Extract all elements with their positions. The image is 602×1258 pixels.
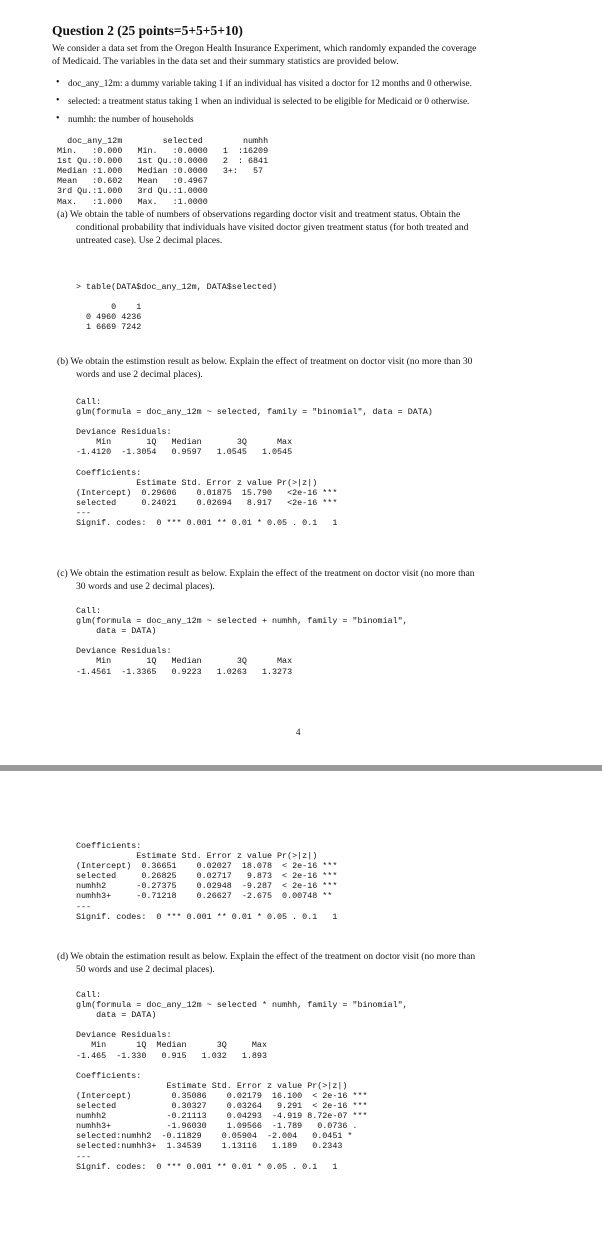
intro-line-1: We consider a data set from the Oregon Health Insurance Experiment, which randomly expanded the coverage	[52, 43, 477, 54]
part-d-line-1: (d) We obtain the estimation result as below. Explain the effect of the treatment on doctor visit (no more than	[57, 951, 476, 962]
part-c-code-continued: Coefficients: Estimate Std. Error z value Pr(>|z|) (Intercept) 0.36651 0.02027 18.078 < 2e-16 *** selected 0.26825 0.02717 9.873 < 2e-16 *** numhh2 -0.27375 0.02948 -9.287 < 2e-16 *** numhh3+ -0.71218 0.26627 -2.675 0.00748 ** --- Signif. codes: 0 *** 0.001 ** 0.01 * 0.05 . 0.1 1	[76, 841, 338, 922]
part-a-code: > table(DATA$doc_any_12m, DATA$selected) 0 1 0 4960 4236 1 6669 7242	[76, 282, 278, 333]
part-a-line-2: conditional probability that individuals have visited doctor given treatment status (for both treated and	[76, 222, 469, 233]
variable-selected: • selected: a treatment status taking 1 when an individual is selected to be eligible for Medicaid or 0 otherwise.	[68, 95, 469, 107]
part-d-code: Call: glm(formula = doc_any_12m ~ selected * numhh, family = "binomial", data = DATA) Deviance Residuals: Min 1Q Median 3Q Max -1.465 -1.330 0.915 1.032 1.893 Coefficients: Estimate Std. Error z value Pr(>|z|) (Intercept) 0.35086 0.02179 16.100 < 2e-16 *** selected 0.30327 0.03264 9.291 < 2e-16 *** numhh2 -0.21113 0.04293 -4.919 8.72e-07 *** numhh3+ -1.96030 1.09566 -1.789 0.0736 . selected:numhh2 -0.11829 0.05904 -2.004 0.0451 * selected:numhh3+ 1.34539 1.13116 1.189 0.2343 --- Signif. codes: 0 *** 0.001 ** 0.01 * 0.05 . 0.1 1	[76, 990, 408, 1172]
part-c-line-2: 30 words and use 2 decimal places).	[76, 581, 215, 592]
part-b-code: Call: glm(formula = doc_any_12m ~ selected, family = "binomial", data = DATA) Deviance Residuals: Min 1Q Median 3Q Max -1.4120 -1.3054 0.9597 1.0545 1.0545 Coefficients: Estimate Std. Error z value Pr(>|z|) (Intercept) 0.29606 0.01875 15.790 <2e-16 *** selected 0.24021 0.02694 8.917 <2e-16 *** --- Signif. codes: 0 *** 0.001 ** 0.01 * 0.05 . 0.1 1	[76, 397, 433, 529]
part-a-line-3: untreated case). Use 2 decimal places.	[76, 235, 223, 246]
part-c-code: Call: glm(formula = doc_any_12m ~ selected + numhh, family = "binomial", data = DATA) Deviance Residuals: Min 1Q Median 3Q Max -1.4561 -1.3365 0.9223 1.0263 1.3273	[76, 606, 408, 677]
part-d-line-2: 50 words and use 2 decimal places).	[76, 964, 215, 975]
variable-doc-any-12m: • doc_any_12m: a dummy variable taking 1 if an individual has visited a doctor for 12 months and 0 otherwise.	[68, 77, 472, 89]
part-b-line-1: (b) We obtain the estimstion result as below. Explain the effect of treatment on doctor visit (no more than 30	[57, 356, 473, 367]
part-b-line-2: words and use 2 decimal places).	[76, 369, 203, 380]
intro-line-2: of Medicaid. The variables in the data set and their summary statistics are provided below.	[52, 56, 399, 67]
variable-numhh: • numhh: the number of households	[68, 113, 194, 125]
page-number: 4	[296, 727, 301, 737]
question-title: Question 2 (25 points=5+5+5+10)	[52, 23, 243, 38]
part-a-line-1: (a) We obtain the table of numbers of observations regarding doctor visit and treatment status. Obtain the	[57, 209, 461, 220]
page-2	[0, 771, 602, 1258]
summary-output: doc_any_12m selected numhh Min. :0.000 Min. :0.0000 1 :16209 1st Qu.:0.000 1st Qu.:0.0000 2 : 6841 Median :1.000 Median :0.0000 3+: 57 Mean :0.602 Mean :0.4967 3rd Qu.:1.000 3rd Qu.:1.0000 Max. :1.000 Max. :1.0000	[57, 136, 269, 207]
part-c-line-1: (c) We obtain the estimation result as below. Explain the effect of the treatment on doctor visit (no more than	[57, 568, 475, 579]
